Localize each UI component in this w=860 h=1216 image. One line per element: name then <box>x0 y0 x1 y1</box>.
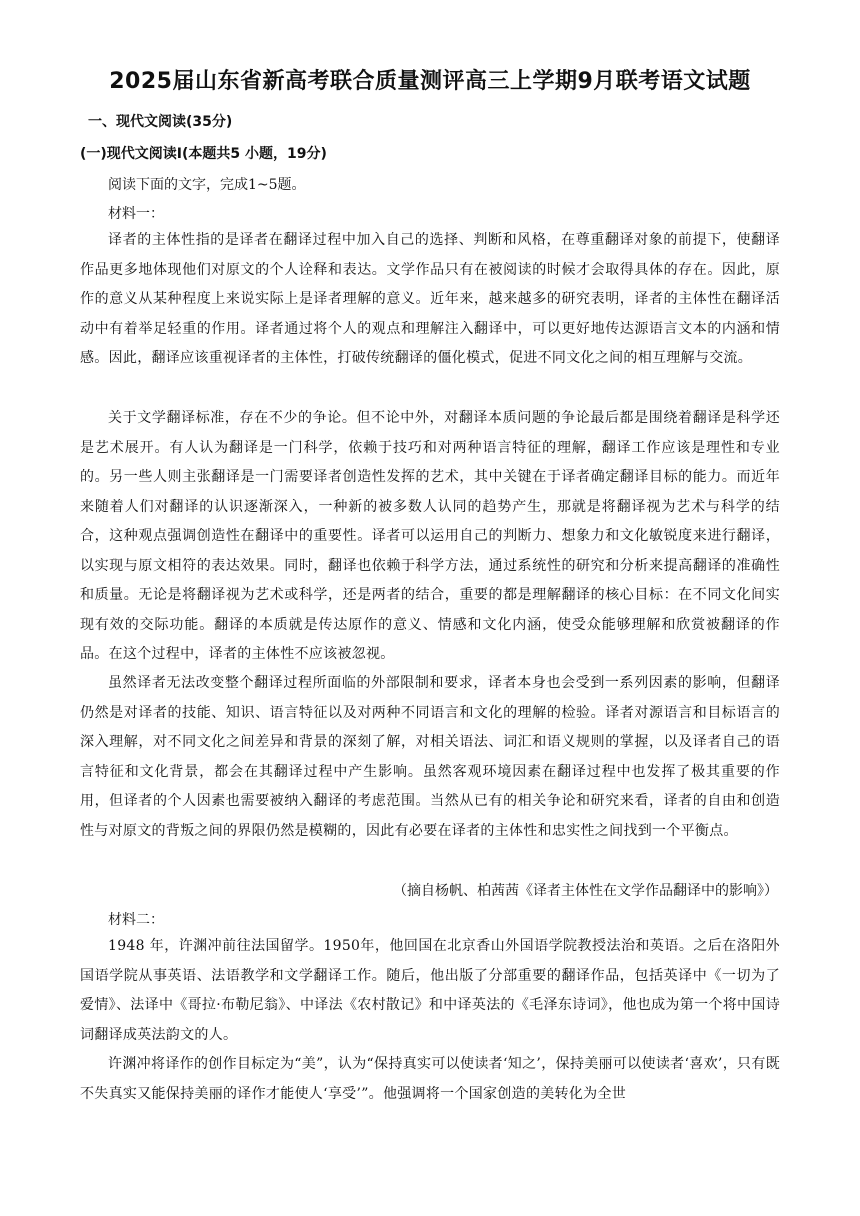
material1-source: （摘自杨帆、柏茜茜《译者主体性在文学作品翻译中的影响》） <box>393 883 778 899</box>
material1-paragraph-1: 译者的主体性指的是译者在翻译过程中加入自己的选择、判断和风格，在尊重翻译对象的前提下，使翻译作品更多地体现他们对原文的个人诠释和表达。文学作品只有在被阅读的时候才会取得具体的存在。因此，原作的意义从某种程度上来说实际上是译者理解的意义。近年来，越来越多的研究表明，译者的主体性在翻译活动中有着举足轻重的作用。译者通过将个人的观点和理解注入翻译中，可以更好地传达源语言文本的内涵和情感。因此，翻译应该重视译者的主体性，打破传统翻译的僵化模式，促进不同文化之间的相互理解与交流。 <box>80 232 780 366</box>
material1-paragraph-2: 关于文学翻译标准，存在不少的争论。但不论中外，对翻译本质问题的争论最后都是围绕着翻译是科学还是艺术展开。有人认为翻译是一门科学，依赖于技巧和对两种语言特征的理解，翻译工作应该是理性和专业的。另一些人则主张翻译是一门需要译者创造性发挥的艺术，其中关键在于译者确定翻译目标的能力。而近年来随着人们对翻译的认识逐渐深入，一种新的被多数人认同的趋势产生，那就是将翻译视为艺术与科学的结合，这种观点强调创造性在翻译中的重要性。译者可以运用自己的判断力、想象力和文化敏锐度来进行翻译，以实现与原文相符的表达效果。同时，翻译也依赖于科学方法，通过系统性的研究和分析来提高翻译的准确性和质量。无论是将翻译视为艺术或科学，还是两者的结合，重要的都是理解翻译的核心目标：在不同文化间实现有效的交际功能。翻译的本质就是传达原作的意义、情感和文化内涵，使受众能够理解和欣赏被翻译的作品。在这个过程中，译者的主体性不应该被忽视。 <box>80 410 780 662</box>
material2-paragraph-1: 1948 年，许渊冲前往法国留学。1950年，他回国在北京香山外国语学院教授法治和英语。之后在洛阳外国语学院从事英语、法语教学和文学翻译工作。随后，他出版了分部重要的翻译作品，包括英译中《一切为了爱情》、法译中《哥拉·布勒尼翁》、中译法《农村散记》和中译英法的《毛泽东诗词》，他也成为第一个将中国诗词翻译成英法韵文的人。 <box>80 938 780 1043</box>
section-heading: 一、现代文阅读(35分) <box>88 114 233 130</box>
material1-paragraph-3: 虽然译者无法改变整个翻译过程所面临的外部限制和要求，译者本身也会受到一系列因素的影响，但翻译仍然是对译者的技能、知识、语言特征以及对两种不同语言和文化的理解的检验。译者对源语言和目标语言的深入理解，对不同文化之间差异和背景的深刻了解，对相关语法、词汇和语义规则的掌握，以及译者自己的语言特征和文化背景，都会在其翻译过程中产生影响。虽然客观环境因素在翻译过程中也发挥了极其重要的作用，但译者的个人因素也需要被纳入翻译的考虑范围。当然从已有的相关争论和研究来看，译者的自由和创造性与对原文的背叛之间的界限仍然是模糊的，因此有必要在译者的主体性和忠实性之间找到一个平衡点。 <box>80 675 780 839</box>
material2-label: 材料二： <box>108 912 164 928</box>
instruction-text: 阅读下面的文字，完成1~5题。 <box>108 177 306 193</box>
material2-paragraph-2: 许渊冲将译作的创作目标定为“美”，认为“保持真实可以使读者‘知之’，保持美丽可以使读者‘喜欢’，只有既不失真实又能保持美丽的译作才能使人‘享受’”。他强调将一个国家创造的美转化为全世 <box>80 1056 780 1102</box>
document-title: 2025届山东省新高考联合质量测评高三上学期9月联考语文试题 <box>109 69 751 94</box>
material1-label: 材料一： <box>108 206 164 222</box>
subsection-heading: (一)现代文阅读Ⅰ(本题共5 小题，19分) <box>80 146 327 162</box>
